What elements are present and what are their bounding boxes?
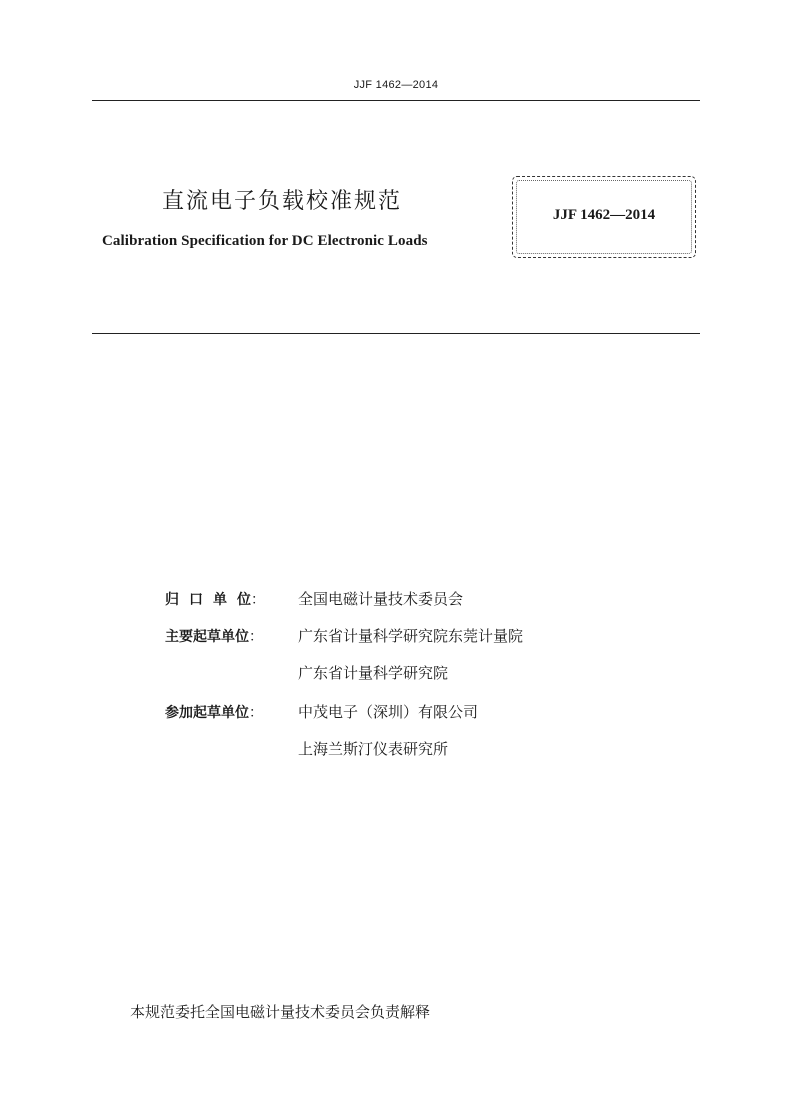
- label-colon: ：: [251, 592, 265, 608]
- interpretation-note: 本规范委托全国电磁计量技术委员会负责解释: [130, 1003, 431, 1021]
- document-title-chinese: 直流电子负载校准规范: [162, 189, 403, 214]
- main-drafting-unit-label: [165, 626, 263, 646]
- standard-code-text: JJF 1462—2014: [552, 207, 656, 223]
- responsible-label-char: 单: [213, 592, 227, 608]
- title-divider: [92, 333, 700, 334]
- main-drafting-unit-value: 广东省计量科学研究院东莞计量院: [298, 627, 524, 645]
- header-divider: [92, 100, 700, 101]
- responsible-unit-label: [165, 589, 265, 609]
- document-title-english: Calibration Specification for DC Electronic Loads: [102, 233, 428, 249]
- responsible-label-char: 归: [165, 592, 179, 608]
- standard-code-box: [512, 176, 696, 258]
- participating-drafting-unit-value: 中茂电子（深圳）有限公司: [298, 703, 479, 721]
- participating-drafting-unit-label: [165, 702, 263, 722]
- participating-label-text: 参加起草单位: [165, 705, 249, 721]
- running-header-code: JJF 1462—2014: [353, 79, 439, 91]
- main-drafting-unit-value: 广东省计量科学研究院: [298, 664, 449, 682]
- participating-drafting-unit-value: 上海兰斯汀仪表研究所: [298, 740, 449, 758]
- label-colon: ：: [249, 705, 263, 721]
- responsible-label-char: 位: [237, 592, 251, 608]
- responsible-unit-value: 全国电磁计量技术委员会: [298, 590, 464, 608]
- main-drafting-label-text: 主要起草单位: [165, 629, 249, 645]
- responsible-label-char: 口: [189, 592, 203, 608]
- label-colon: ：: [249, 629, 263, 645]
